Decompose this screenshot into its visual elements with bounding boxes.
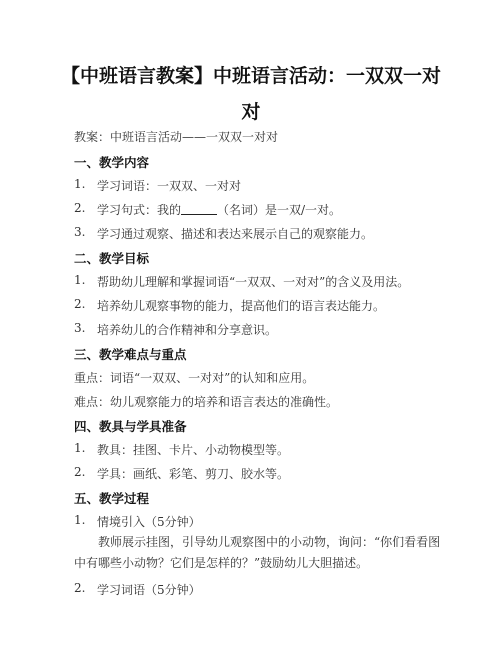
- list-number: 2.: [74, 581, 86, 595]
- list-number: 3.: [74, 225, 86, 239]
- section-heading-materials: 四、教具与学具准备: [74, 419, 187, 434]
- list-number: 3.: [74, 321, 86, 335]
- list-number: 1.: [74, 441, 86, 455]
- list-number: 1.: [74, 273, 86, 287]
- fill-in-blank: [181, 203, 217, 215]
- list-item: [74, 513, 201, 530]
- section-heading-process: 五、教学过程: [74, 491, 150, 506]
- list-number: 1.: [74, 513, 86, 527]
- list-number: 2.: [74, 201, 86, 215]
- list-item-text: 教具：挂图、卡片、小动物模型等。: [97, 443, 290, 457]
- list-item: [74, 225, 374, 242]
- paragraph: 教师展示挂图，引导幼儿观察图中的小动物，询问：“你们看看图中有哪些小动物？它们是怎样的？”鼓励幼儿大胆描述。: [74, 535, 441, 570]
- list-item-text-pre: 学习句式：我的: [97, 203, 182, 217]
- section-heading-goals: 二、教学目标: [74, 251, 150, 266]
- document-title: 【中班语言教案】中班语言活动：一双双一对对: [60, 65, 441, 123]
- section-heading-content: 一、教学内容: [74, 155, 150, 170]
- list-item-text: 学习词语：一双双、一对对: [97, 179, 242, 193]
- difficulty-line: 难点：幼儿观察能力的培养和语言表达的准确性。: [74, 395, 339, 409]
- intro-line: 教案：中班语言活动——一双双一对对: [74, 130, 279, 144]
- list-item-text: 情境引入（5分钟）: [97, 515, 201, 529]
- list-item-text: 学习通过观察、描述和表达来展示自己的观察能力。: [97, 227, 374, 241]
- list-item: [74, 177, 242, 194]
- list-item-text: 学习词语（5分钟）: [97, 583, 201, 597]
- list-item-text: 帮助幼儿理解和掌握词语“一双双、一对对”的含义及用法。: [97, 275, 410, 289]
- list-item-text: 培养幼儿的合作精神和分享意识。: [97, 323, 278, 337]
- list-item: [74, 321, 278, 338]
- list-item: [74, 441, 290, 458]
- list-item-text: 培养幼儿观察事物的能力，提高他们的语言表达能力。: [97, 299, 386, 313]
- list-number: 2.: [74, 297, 86, 311]
- list-item: [74, 581, 201, 598]
- list-item: [74, 297, 386, 314]
- section-heading-focus: 三、教学难点与重点: [74, 347, 187, 362]
- key-point-line: 重点：词语“一双双、一对对”的认知和应用。: [74, 371, 315, 385]
- list-item: [74, 273, 410, 290]
- list-item: [74, 201, 342, 218]
- list-item-text: 学具：画纸、彩笔、剪刀、胶水等。: [97, 467, 290, 481]
- list-item-text-post: （名词）是一双/一对。: [217, 203, 342, 217]
- list-number: 2.: [74, 465, 86, 479]
- list-number: 1.: [74, 177, 86, 191]
- list-item: [74, 465, 290, 482]
